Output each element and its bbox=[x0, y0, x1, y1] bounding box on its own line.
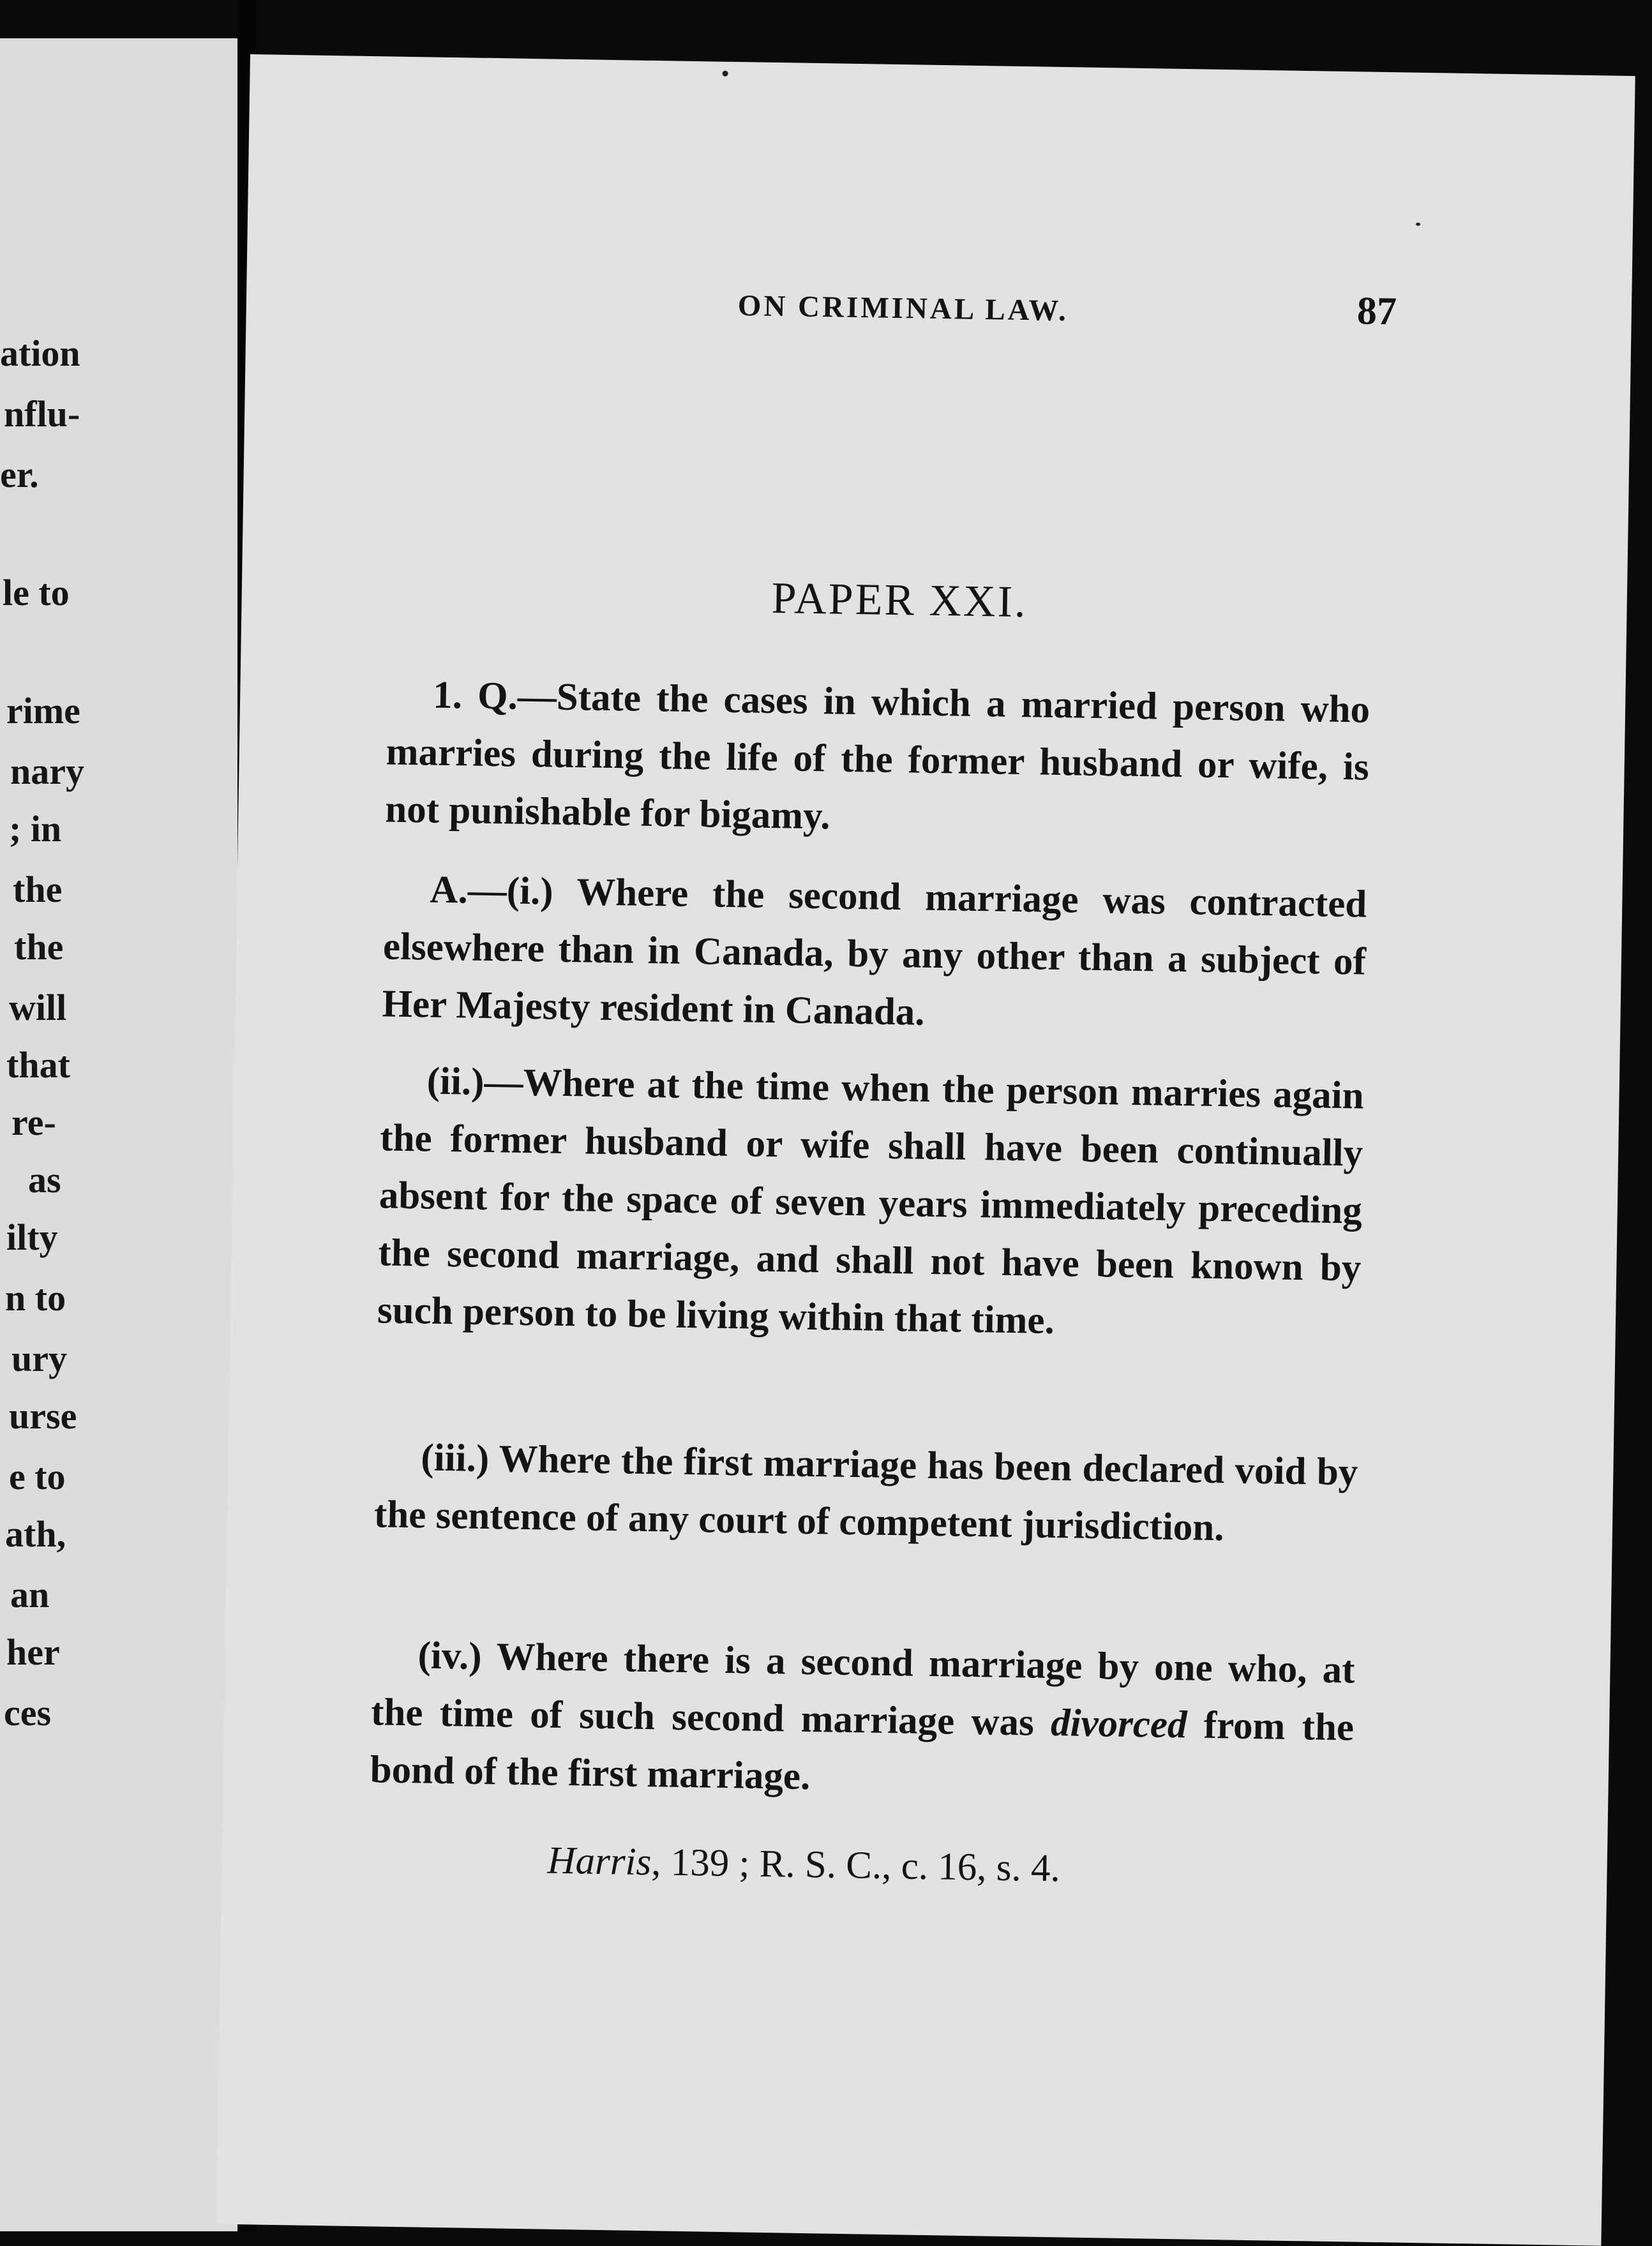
answer-iv bbox=[370, 1626, 1355, 1814]
question-paragraph bbox=[385, 666, 1370, 853]
running-header: ON CRIMINAL LAW. bbox=[737, 289, 1069, 328]
left-line-1: ation bbox=[0, 333, 80, 374]
left-page bbox=[0, 38, 237, 2231]
left-line-19: ath, bbox=[5, 1513, 66, 1555]
answer-ii bbox=[377, 1052, 1364, 1354]
citation bbox=[547, 1839, 1060, 1892]
question-label: Q. bbox=[477, 674, 518, 718]
left-line-13: as bbox=[28, 1159, 61, 1201]
answer-label: (ii.) bbox=[426, 1059, 485, 1104]
answer-i bbox=[382, 860, 1367, 1048]
left-line-10: will bbox=[9, 987, 67, 1028]
answer-text: Where the second marriage was contracted elsewhere than in Canada, by any other than a subject of Her Majesty resident in Canada. bbox=[382, 870, 1367, 1034]
left-line-15: n to bbox=[5, 1277, 66, 1319]
left-line-4: le to bbox=[3, 572, 70, 613]
left-line-12: re- bbox=[11, 1102, 56, 1143]
left-line-21: her bbox=[6, 1631, 60, 1673]
answer-text: Where the first marriage has been declared void by the sentence of any court of competent jurisdiction. bbox=[373, 1437, 1358, 1550]
answer-label: (iv.) bbox=[417, 1634, 483, 1679]
left-line-20: an bbox=[10, 1574, 50, 1615]
left-line-6: nary bbox=[10, 751, 84, 792]
left-line-22: ces bbox=[4, 1692, 52, 1733]
answer-iii bbox=[373, 1428, 1358, 1559]
citation-author: Harris bbox=[547, 1839, 652, 1884]
left-line-7: ; in bbox=[9, 808, 62, 850]
left-line-9: the bbox=[14, 926, 64, 968]
left-line-18: e to bbox=[9, 1456, 66, 1497]
left-line-11: that bbox=[6, 1044, 70, 1086]
left-line-3: er. bbox=[0, 454, 39, 495]
paper-title: PAPER XXI. bbox=[771, 573, 1028, 627]
answer-text-end: from the bond of the first marriage. bbox=[370, 1703, 1355, 1799]
citation-rest: , 139 ; R. S. C., c. 16, s. 4. bbox=[650, 1841, 1061, 1890]
answer-emphasis: divorced bbox=[1050, 1702, 1188, 1747]
page-number: 87 bbox=[1356, 289, 1397, 334]
question-text: —State the cases in which a married person who marries during the life of the former husband or wife, is not punishable for bigamy. bbox=[384, 675, 1370, 838]
question-number: 1. bbox=[432, 673, 463, 717]
left-line-17: urse bbox=[9, 1395, 77, 1437]
left-line-16: ury bbox=[11, 1338, 67, 1379]
right-page bbox=[216, 54, 1635, 2246]
answer-text: —Where at the time when the person marries again the former husband or wife shall have been continually absent for the space of seven years immediately preceding the second marriage, and shall not have been known by such person to be living within that time. bbox=[377, 1060, 1365, 1343]
answer-text: Where there is a second marriage by one who, at the time of such second marriage was bbox=[370, 1635, 1355, 1745]
left-line-2: nflu- bbox=[4, 393, 80, 435]
left-line-14: ilty bbox=[6, 1217, 58, 1258]
left-line-5: rime bbox=[6, 690, 80, 731]
answer-label: (iii.) bbox=[420, 1436, 490, 1481]
answer-label: A.—(i.) bbox=[429, 868, 554, 913]
left-line-8: the bbox=[13, 869, 63, 910]
